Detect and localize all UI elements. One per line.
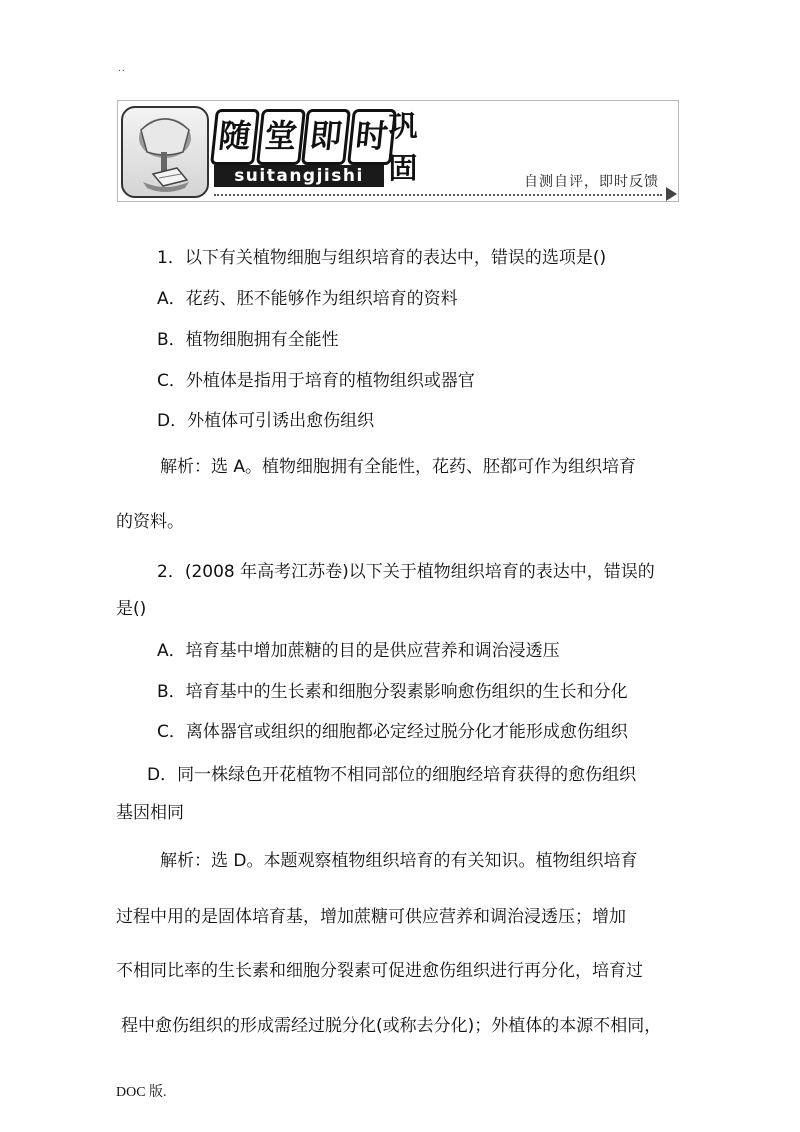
q2-analysis-line4: 程中愈伤组织的形成需经过脱分化(或称去分化)；外植体的本源不相同， xyxy=(121,1016,662,1036)
desk-lamp-icon xyxy=(121,106,209,198)
q1-option-a: A．花药、胚不能够作为组织培育的资料 xyxy=(157,289,458,309)
arrow-right-icon xyxy=(666,187,677,201)
banner-vertical-title xyxy=(388,105,418,189)
q2-stem-cont: 是() xyxy=(116,599,147,619)
q1-stem: 1．以下有关植物细胞与组织培育的表达中，错误的选项是() xyxy=(157,248,607,268)
q1-analysis-cont: 的资料。 xyxy=(116,512,184,532)
q1-option-d: D．外植体可引诱出愈伤组织 xyxy=(157,411,375,431)
q1-option-c: C．外植体是指用于培育的植物组织或器官 xyxy=(157,371,475,391)
vertical-title-char: 巩 xyxy=(388,109,418,143)
title-char: 堂 xyxy=(256,109,305,165)
q2-stem: 2．(2008 年高考江苏卷)以下关于植物组织培育的表达中，错误的 xyxy=(157,562,655,582)
banner-title xyxy=(213,109,393,165)
title-char: 即 xyxy=(301,109,350,165)
q2-option-d: D．同一株绿色开花植物不相同部位的细胞经培育获得的愈伤组织 xyxy=(147,765,637,785)
q2-option-d-cont: 基因相同 xyxy=(116,803,184,823)
q2-option-a: A．培育基中增加蔗糖的目的是供应营养和调治浸透压 xyxy=(157,641,560,661)
page-footer: DOC 版. xyxy=(116,1085,167,1100)
banner-tagline: 自测自评，即时反馈 xyxy=(524,174,659,190)
q2-analysis: 解析：选 D。本题观察植物组织培育的有关知识。植物组织培育 xyxy=(160,851,638,871)
banner-pinyin: suitangjishi xyxy=(214,165,384,187)
dotted-divider xyxy=(214,194,662,196)
header-marks: .. xyxy=(118,64,126,74)
q2-analysis-line3: 不相同比率的生长素和细胞分裂素可促进愈伤组织进行再分化，培育过 xyxy=(116,961,643,981)
section-banner xyxy=(117,100,679,202)
vertical-title-char: 固 xyxy=(388,151,418,185)
title-char: 随 xyxy=(210,109,259,165)
q2-option-b: B．培育基中的生长素和细胞分裂素影响愈伤组织的生长和分化 xyxy=(157,682,628,702)
q2-option-c: C．离体器官或组织的细胞都必定经过脱分化才能形成愈伤组织 xyxy=(157,722,628,742)
title-char: 时 xyxy=(347,109,396,165)
q2-analysis-line2: 过程中用的是固体培育基，增加蔗糖可供应营养和调治浸透压；增加 xyxy=(116,907,626,927)
q1-analysis: 解析：选 A。植物细胞拥有全能性，花药、胚都可作为组织培育 xyxy=(160,457,637,477)
q1-option-b: B．植物细胞拥有全能性 xyxy=(157,330,339,350)
